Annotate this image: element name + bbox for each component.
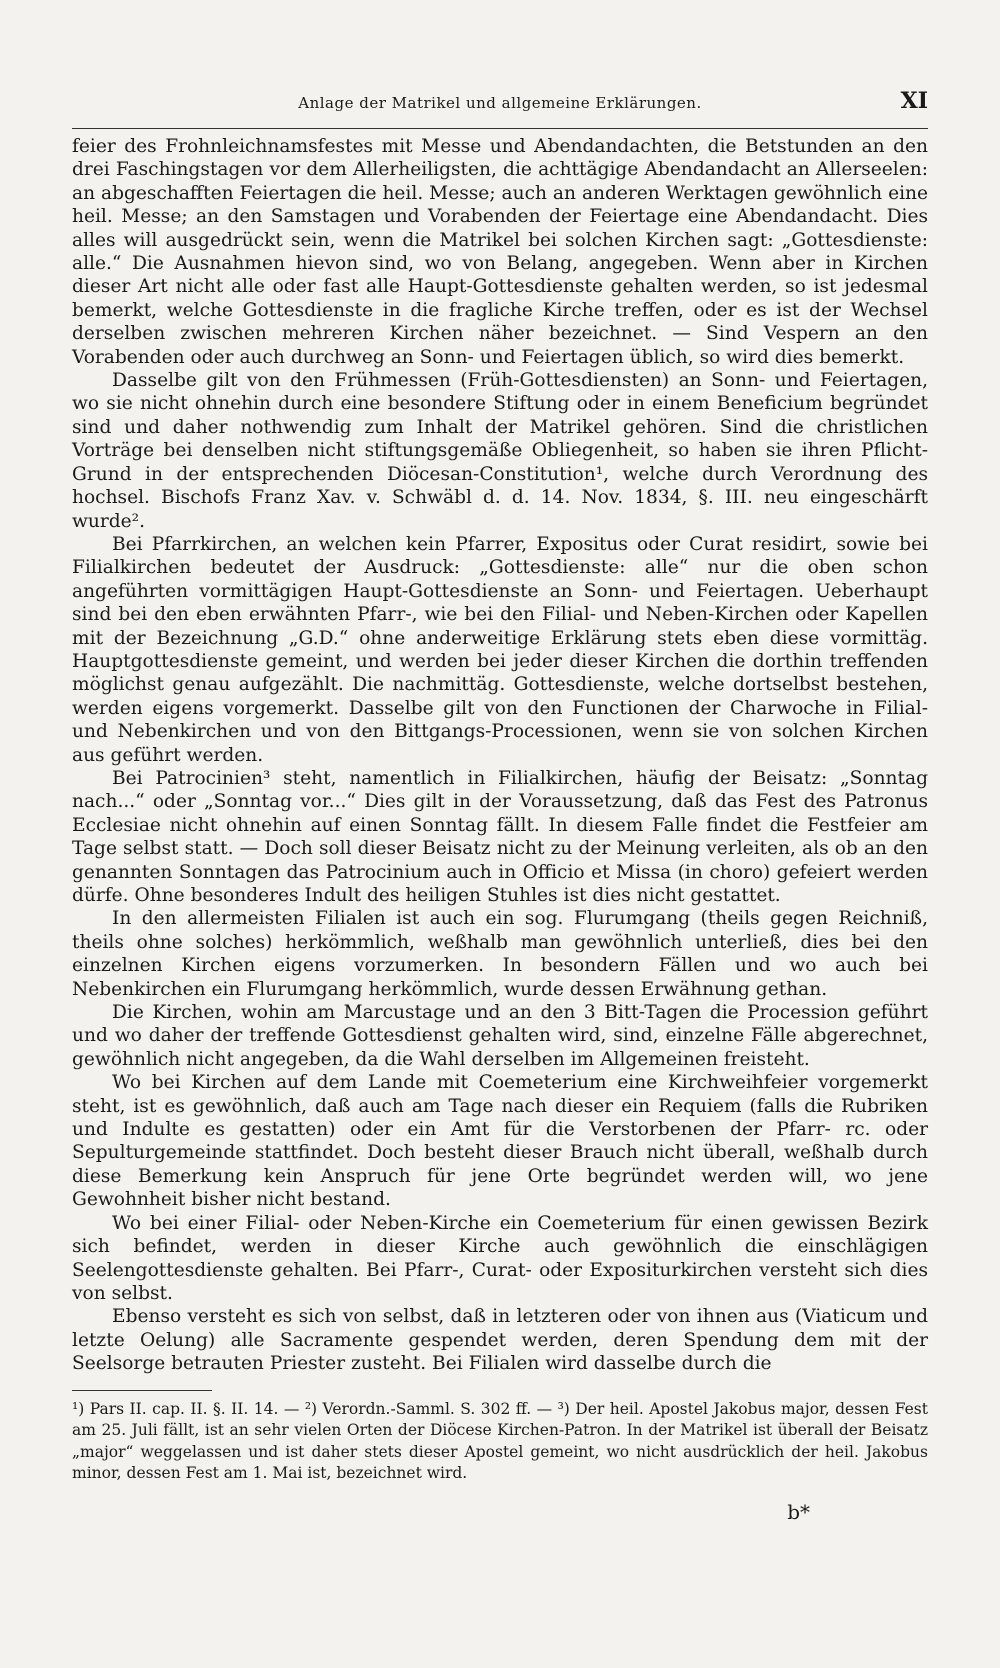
paragraph: Die Kirchen, wohin am Marcustage und an den 3 Bitt-Tagen die Procession geführt und wo daher der treffende Gottesdienst gehalten wird, sind, einzelne Fälle abgerechnet, gewöhnlich nicht angegeben, da die Wahl derselben im Allgemeinen freisteht. — [72, 1002, 928, 1070]
paragraph: Ebenso versteht es sich von selbst, daß in letzteren oder von ihnen aus (Viaticum und letzte Oelung) alle Sacramente gespendet werden, deren Spendung dem mit der Seelsorge betrauten Priester zusteht. Bei Filialen wird dasselbe durch die — [72, 1306, 928, 1375]
footnote: ¹) Pars II. cap. II. §. II. 14. — ²) Verordn.-Samml. S. 302 ff. — ³) Der heil. Apostel Jakobus major, dessen Fest am 25. Juli fällt, ist an sehr vielen Orten der Diöcese Kirchen-Patron. In der Matrikel ist überall der Beisatz „major“ weggelassen und ist daher stets dieser Apostel gemeint, wo nicht ausdrücklich der heil. Jakobus minor, dessen Fest am 1. Mai ist, bezeichnet wird. — [72, 1399, 928, 1483]
footnote-rule — [72, 1390, 212, 1391]
running-title: Anlage der Matrikel und allgemeine Erklärungen. — [298, 94, 702, 112]
body-text — [72, 135, 928, 1376]
footnotes — [72, 1399, 928, 1485]
paragraph: Bei Pfarrkirchen, an welchen kein Pfarrer, Expositus oder Curat residirt, sowie bei Filialkirchen bedeutet der Ausdruck: „Gottesdienste: alle“ nur die oben schon angeführten vormittägigen Haupt-Gottesdienste an Sonn- und Feiertagen. Ueberhaupt sind bei den eben erwähnten Pfarr-, wie bei den Filial- und Neben-Kirchen oder Kapellen mit der Bezeichnung „G.D.“ ohne anderweitige Erklärung stets eben diese vormittäg. Hauptgottesdienste gemeint, und werden bei jeder dieser Kirchen die dorthin treffenden möglichst genau aufgezählt. Die nachmittäg. Gottesdienste, welche dortselbst bestehen, werden eigens vorgemerkt. Dasselbe gilt von den Functionen der Charwoche in Filial- und Nebenkirchen und von den Bittgangs-Processionen, wenn sie von solchen Kirchen aus geführt werden. — [72, 533, 928, 766]
header-rule — [72, 128, 928, 129]
page-number: XI — [900, 88, 928, 114]
paragraph: Dasselbe gilt von den Frühmessen (Früh-Gottesdiensten) an Sonn- und Feiertagen, wo sie nicht ohnehin durch eine besondere Stiftung oder in einem Beneficium begründet sind und daher nothwendig zum Inhalt der Matrikel gehören. Sind die christlichen Vorträge bei denselben nicht stiftungsgemäße Obliegenheit, so haben sie ihren Pflicht-Grund in der entsprechenden Diöcesan-Constitution¹, welche durch Verordnung des hochsel. Bischofs Franz Xav. v. Schwäbl d. d. 14. Nov. 1834, §. III. neu eingeschärft wurde². — [72, 370, 928, 532]
paragraph: In den allermeisten Filialen ist auch ein sog. Flurumgang (theils gegen Reichniß, theils ohne solches) herkömmlich, weßhalb man gewöhnlich unterließ, dies bei den einzelnen Kirchen eigens vorzumerken. In besondern Fällen und wo auch bei Nebenkirchen ein Flurumgang herkömmlich, wurde dessen Erwähnung gethan. — [72, 908, 928, 1000]
paragraph: feier des Frohnleichnamsfestes mit Messe und Abendandachten, die Betstunden an den drei Faschingstagen vor dem Allerheiligsten, die achttägige Abendandacht an Allerseelen: an abgeschafften Feiertagen die heil. Messe; auch an anderen Werktagen gewöhnlich eine heil. Messe; an den Samstagen und Vorabenden der Feiertage eine Abendandacht. Dies alles will ausgedrückt sein, wenn die Matrikel bei solchen Kirchen sagt: „Gottesdienste: alle.“ Die Ausnahmen hievon sind, wo von Belang, angegeben. Wenn aber in Kirchen dieser Art nicht alle oder fast alle Haupt-Gottesdienste gehalten werden, so ist jedesmal bemerkt, welche Gottesdienste in die fragliche Kirche treffen, oder es ist der Wechsel derselben zwischen mehreren Kirchen näher bezeichnet. — Sind Vespern an den Vorabenden oder auch durchweg an Sonn- und Feiertagen üblich, so wird dies bemerkt. — [72, 136, 928, 368]
signature-mark: b* — [787, 1500, 810, 1524]
paragraph: Wo bei einer Filial- oder Neben-Kirche ein Coemeterium für einen gewissen Bezirk sich befindet, werden in dieser Kirche auch gewöhnlich die einschlägigen Seelengottesdienste gehalten. Bei Pfarr-, Curat- oder Expositurkirchen versteht sich dies von selbst. — [72, 1212, 928, 1304]
paragraph: Wo bei Kirchen auf dem Lande mit Coemeterium eine Kirchweihfeier vorgemerkt steht, ist es gewöhnlich, daß auch am Tage nach dieser ein Requiem (falls die Rubriken und Indulte es gestatten) oder ein Amt für die Verstorbenen der Pfarr- rc. oder Sepulturgemeinde stattfindet. Doch besteht dieser Brauch nicht überall, weßhalb durch diese Bemerkung kein Anspruch für jene Orte begründet werden will, wo jene Gewohnheit bisher nicht bestand. — [72, 1072, 928, 1211]
paragraph: Bei Patrocinien³ steht, namentlich in Filialkirchen, häufig der Beisatz: „Sonntag nach...“ oder „Sonntag vor...“ Dies gilt in der Voraussetzung, daß das Fest des Patronus Ecclesiae nicht ohnehin auf einen Sonntag fällt. In diesem Falle findet die Festfeier am Tage selbst statt. — Doch soll dieser Beisatz nicht zu der Meinung verleiten, als ob an den genannten Sonntagen das Patrocinium auch in Officio et Missa (in choro) gefeiert werden dürfe. Ohne besonderes Indult des heiligen Stuhles ist dies nicht gestattet. — [72, 767, 928, 906]
page-header — [72, 88, 928, 128]
